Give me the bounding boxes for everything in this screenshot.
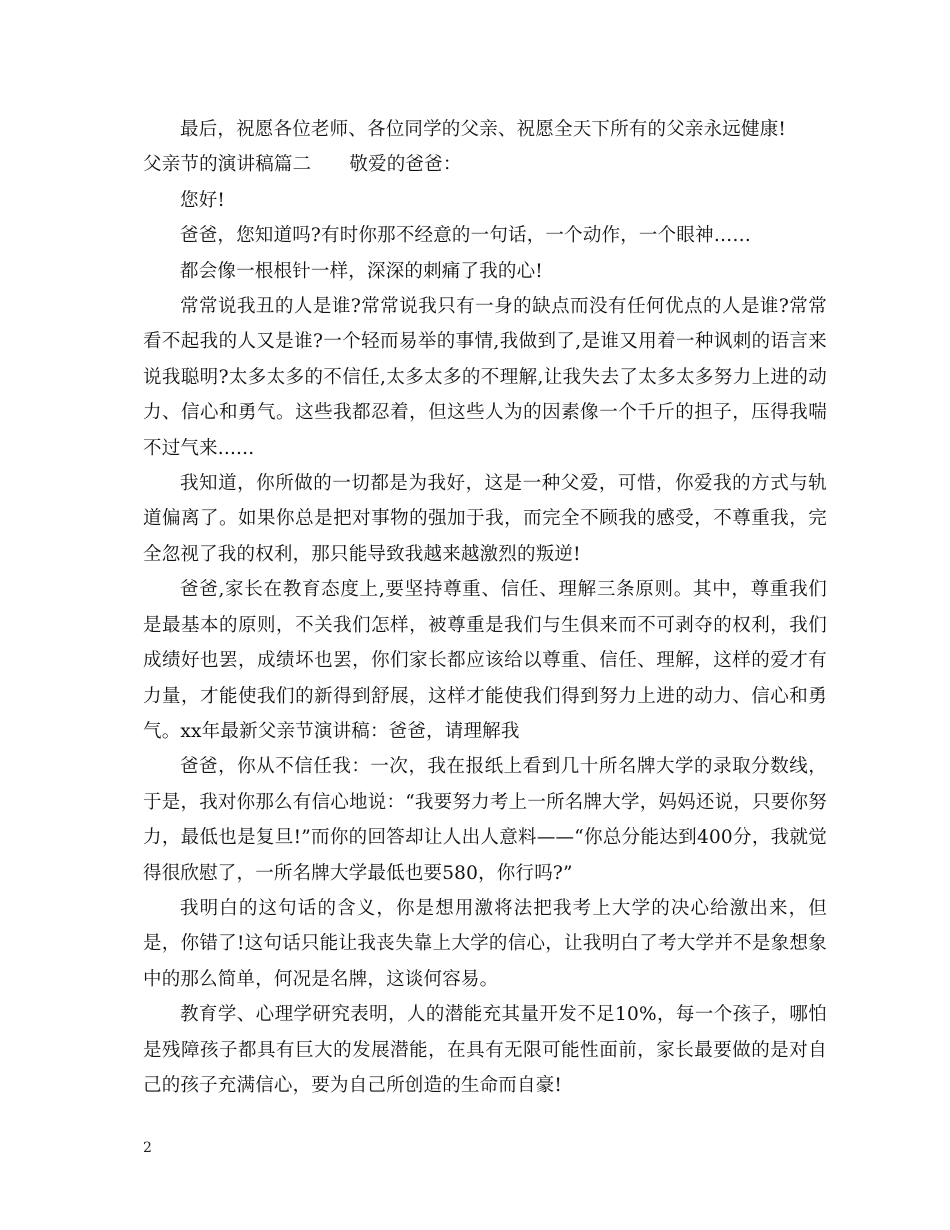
closing-paragraph: 最后，祝愿各位老师、各位同学的父亲、祝愿全天下所有的父亲永远健康!: [180, 119, 787, 140]
page-number: 2: [143, 1140, 152, 1156]
body-paragraph: 常常说我丑的人是谁?常常说我只有一身的缺点而没有任何优点的人是谁?常常看不起我的人又是谁?一个轻而易举的事情,我做到了,是谁又用着一种讽刺的语言来说我聪明?太多太多的不信任,太多太多的不理解,让我失去了太多太多努力上进的动力、信心和勇气。这些我都忍着，但这些人为的因素像一个千斤的担子，压得我喘不过气来......: [143, 296, 827, 459]
greeting-paragraph: 您好!: [180, 189, 226, 211]
body-paragraph: 爸爸，您知道吗?有时你那不经意的一句话，一个动作，一个眼神……: [180, 225, 752, 247]
body-paragraph: 爸爸，你从不信任我：一次，我在报纸上看到几十所名牌大学的录取分数线，于是，我对你那么有信心地说：“我要努力考上一所名牌大学，妈妈还说，只要你努力，最低也是复旦!”而你的回答却让人出人意料——“你总分能达到400分，我就觉得很欣慰了，一所名牌大学最低也要580，你行吗?”: [143, 756, 827, 884]
body-paragraph: 都会像一根根针一样，深深的刺痛了我的心!: [180, 260, 543, 282]
document-body: [143, 112, 827, 1103]
section-heading: [143, 147, 827, 182]
body-paragraph: 教育学、心理学研究表明，人的潜能充其量开发不足10%，每一个孩子，哪怕是残障孩子都具有巨大的发展潜能，在具有无限可能性面前，家长最要做的是对自己的孩子充满信心，要为自己所创造的生命而自豪!: [143, 1004, 827, 1096]
salutation: 敬爱的爸爸：: [349, 154, 462, 176]
section-title: 父亲节的演讲稿篇二: [143, 154, 312, 176]
body-paragraph: 我知道，你所做的一切都是为我好，这是一种父爱，可惜，你爱我的方式与轨道偏离了。如果你总是把对事物的强加于我，而完全不顾我的感受，不尊重我，完全忽视了我的权利，那只能导致我越来越激烈的叛逆!: [143, 473, 827, 565]
body-paragraph: 我明白的这句话的含义，你是想用激将法把我考上大学的决心给激出来，但是，你错了!这句话只能让我丧失靠上大学的信心，让我明白了考大学并不是象想象中的那么简单，何况是名牌，这谈何容易。: [143, 897, 827, 990]
body-paragraph: 爸爸,家长在教育态度上,要坚持尊重、信任、理解三条原则。其中，尊重我们是最基本的原则，不关我们怎样，被尊重是我们与生俱来而不可剥夺的权利，我们成绩好也罢，成绩坏也罢，你们家长都应该给以尊重、信任、理解，这样的爱才有力量，才能使我们的新得到舒展，这样才能使我们得到努力上进的动力、信心和勇气。xx年最新父亲节演讲稿：爸爸，请理解我: [143, 579, 827, 742]
